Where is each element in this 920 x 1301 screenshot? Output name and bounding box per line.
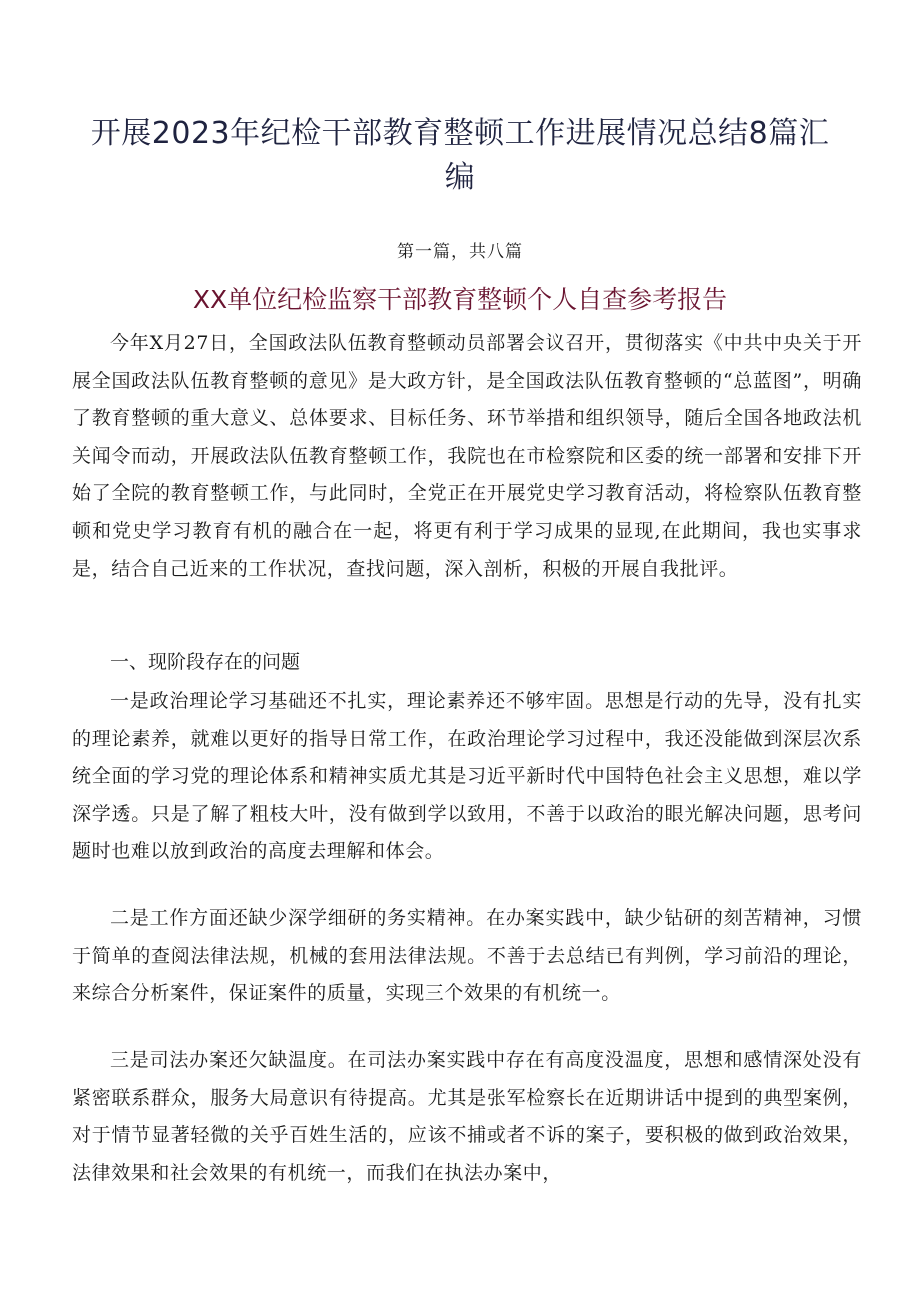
section-heading: 一、现阶段存在的问题: [110, 651, 301, 673]
part-label: 第一篇，共八篇: [397, 242, 523, 262]
body-paragraph-2: 二是工作方面还缺少深学细研的务实精神。在办案实践中，缺少钻研的刻苦精神，习惯于简单的查阅法律法规，机械的套用法律法规。不善于去总结已有判例，学习前沿的理论，来综合分析案件，保证案件的质量，实现三个效果的有机统一。: [72, 907, 862, 1005]
intro-paragraph: 今年X月27日，全国政法队伍教育整顿动员部署会议召开，贯彻落实《中共中央关于开展全国政法队伍教育整顿的意见》是大政方针，是全国政法队伍教育整顿的“总蓝图”，明确了教育整顿的重大意义、总体要求、目标任务、环节举措和组织领导，随后全国各地政法机关闻令而动，开展政法队伍教育整顿工作，我院也在市检察院和区委的统一部署和安排下开始了全院的教育整顿工作，与此同时，全党正在开展党史学习教育活动，将检察队伍教育整顿和党史学习教育有机的融合在一起，将更有利于学习成果的显现,在此期间，我也实事求是，结合自己近来的工作状况，查找问题，深入剖析，积极的开展自我批评。: [72, 332, 862, 580]
body-paragraph-1: 一是政治理论学习基础还不扎实，理论素养还不够牢固。思想是行动的先导，没有扎实的理论素养，就难以更好的指导日常工作，在政治理论学习过程中，我还没能做到深层次系统全面的学习党的理论体系和精神实质尤其是习近平新时代中国特色社会主义思想，难以学深学透。只是了解了粗枝大叶，没有做到学以致用，不善于以政治的眼光解决问题，思考问题时也难以放到政治的高度去理解和体会。: [72, 690, 862, 863]
body-paragraph-3: 三是司法办案还欠缺温度。在司法办案实践中存在有高度没温度，思想和感情深处没有紧密联系群众，服务大局意识有待提高。尤其是张军检察长在近期讲话中提到的典型案例，对于情节显著轻微的关乎百姓生活的，应该不捕或者不诉的案子，要积极的做到政治效果，法律效果和社会效果的有机统一，而我们在执法办案中，: [72, 1049, 862, 1184]
document-title: 开展2023年纪检干部教育整顿工作进展情况总结8篇汇编: [90, 116, 830, 195]
report-title: XX单位纪检监察干部教育整顿个人自查参考报告: [192, 285, 728, 314]
